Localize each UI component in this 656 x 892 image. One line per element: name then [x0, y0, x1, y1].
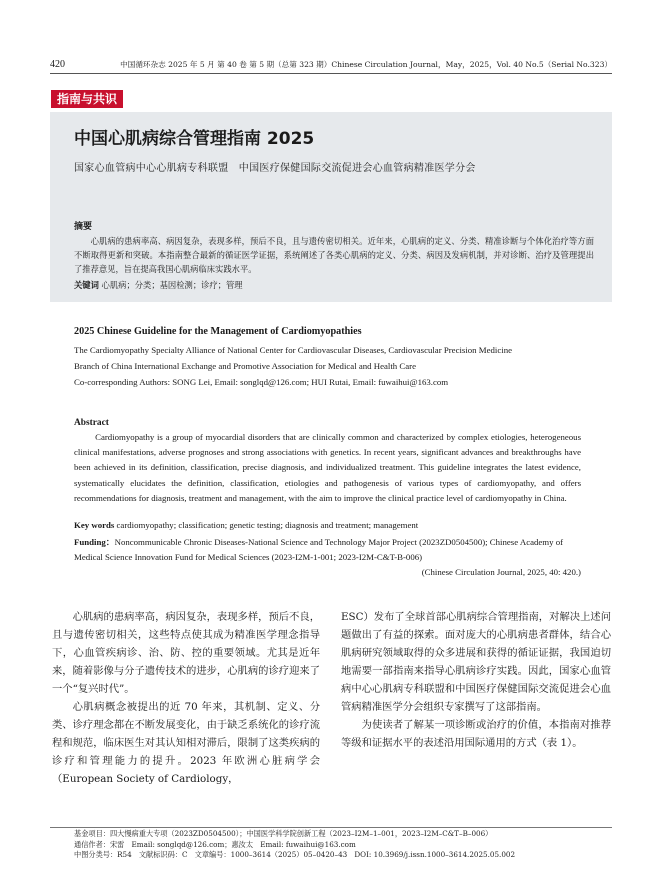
english-affiliation-2: Branch of China International Exchange and Promotive Association for Medical and Health Care: [74, 361, 416, 371]
english-keywords: [74, 520, 418, 530]
english-corresponding-authors: Co-corresponding Authors: SONG Lei, Email: songlqd@126.com; HUI Rutai, Email: fuwaihui@163.com: [74, 377, 449, 387]
footnote-correspondence: 通信作者：宋雷 Email: songlqd@126.com；惠汝太 Email: fuwaihui@163.com: [74, 839, 356, 849]
section-tag: 指南与共识: [51, 90, 123, 108]
chinese-title: 中国心肌病综合管理指南 2025: [74, 129, 315, 149]
english-title: 2025 Chinese Guideline for the Management of Cardiomyopathies: [74, 326, 362, 337]
running-header: 中国循环杂志 2025 年 5 月 第 40 卷 第 5 期（总第 323 期）Chinese Circulation Journal，May，2025，Vol. 40 No.5（Serial No.323）: [120, 60, 612, 69]
english-affiliation-1: The Cardiomyopathy Specialty Alliance of National Center for Cardiovascular Diseases, Cardiovascular Precision Medicine: [74, 345, 513, 355]
english-funding-text: Noncommunicable Chronic Diseases-National Science and Technology Major Project (2023ZD0504500); Chinese Academy of Medical Science Innovation Fund for Medical Sciences (2023-I2M-1-001; 2023-I2M-C&T-B-006): [74, 537, 564, 563]
chinese-affiliations: 国家心血管病中心心肌病专科联盟 中国医疗保健国际交流促进会心血管病精准医学分会: [74, 163, 476, 174]
english-funding: [74, 535, 581, 565]
english-keywords-text: cardiomyopathy; classification; genetic testing; diagnosis and treatment; management: [116, 520, 419, 530]
header-rule: [50, 73, 612, 74]
footnote-funding: 基金项目：四大慢病重大专项（2023ZD0504500）；中国医学科学院创新工程（2023–I2M–1–001，2023–I2M–C&T–B–006）: [74, 829, 493, 838]
body-paragraph: 心肌病概念被提出的近 70 年来，其机制、定义、分类、诊疗理念都在不断发展变化，由于缺乏系统化的诊疗流程和规范，临床医生对其认知相对滞后，限制了这类疾病的诊疗和管理能力的提升。2023 年欧洲心脏病学会（European Society of Cardiology，: [52, 701, 320, 785]
english-citation: (Chinese Circulation Journal, 2025, 40: 420.): [421, 567, 581, 577]
footnote-rule: [50, 827, 612, 828]
english-abstract-label: Abstract: [74, 418, 109, 428]
chinese-abstract-label: 摘要: [74, 222, 93, 232]
body-column-left: [52, 608, 320, 788]
chinese-keywords-text: 心肌病；分类；基因检测；诊疗；管理: [101, 280, 243, 290]
page-number: 420: [50, 59, 65, 70]
footnote-classification: 中图分类号：R54 文献标识码：C 文章编号：1000–3614（2025）05–0420–43 DOI: 10.3969/j.issn.1000–3614.2025.05.002: [74, 850, 516, 859]
chinese-keywords: [74, 279, 243, 291]
chinese-abstract-text: 心肌病的患病率高、病因复杂，表现多样，预后不良，且与遗传密切相关。近年来，心肌病的定义、分类、精准诊断与个体化治疗等方面不断取得更新和突破。本指南整合最新的循证医学证据，系统阐述了各类心肌病的定义、分类、病因及发病机制，并对诊断、治疗及管理提出了推荐意见，旨在提高我国心肌病临床实践水平。: [74, 236, 594, 274]
body-paragraph: 为使读者了解某一项诊断或治疗的价值，本指南对推荐等级和证据水平的表述沿用国际通用的方式（表 1）。: [341, 719, 611, 749]
footnotes: [74, 829, 515, 861]
english-keywords-label: Key words: [74, 520, 115, 530]
english-abstract-text: Cardiomyopathy is a group of myocardial disorders that are clinically common and characterized by complex etiologies, heterogeneous clinical manifestations, adverse prognoses and strong associations with genetics. In recent years, significant advances and breakthroughs have been achieved in its definition, classification, precise diagnosis, and individualized treatment. This guideline integrates the latest evidence, systematically elucidates the definition, classification, etiologies and pathogenesis of various types of cardiomyopathy, and offers recommendations for diagnosis, treatment and management, with the aim to improve the clinical practice level of cardiomyopathy in China.: [74, 432, 581, 503]
body-paragraph: 心肌病的患病率高，病因复杂，表现多样，预后不良，且与遗传密切相关，这些特点使其成为精准医学理念指导下，心血管疾病诊、治、防、控的重要领域。尤其是近年来，随着影像与分子遗传技术的进步，心肌病的诊疗迎来了一个“复兴时代”。: [52, 611, 320, 695]
body-column-right: [341, 608, 611, 752]
english-funding-label: Funding：: [74, 537, 115, 547]
chinese-keywords-label: 关键词: [74, 280, 99, 290]
body-paragraph: ESC）发布了全球首部心肌病综合管理指南，对解决上述问题做出了有益的探索。面对庞大的心肌病患者群体，结合心肌病研究领域取得的众多进展和获得的循证证据，我国迫切地需要一部指南来指导心肌病诊疗实践。因此，国家心血管病中心心肌病专科联盟和中国医疗保健国际交流促进会心血管病精准医学分会组织专家撰写了这部指南。: [341, 611, 611, 713]
